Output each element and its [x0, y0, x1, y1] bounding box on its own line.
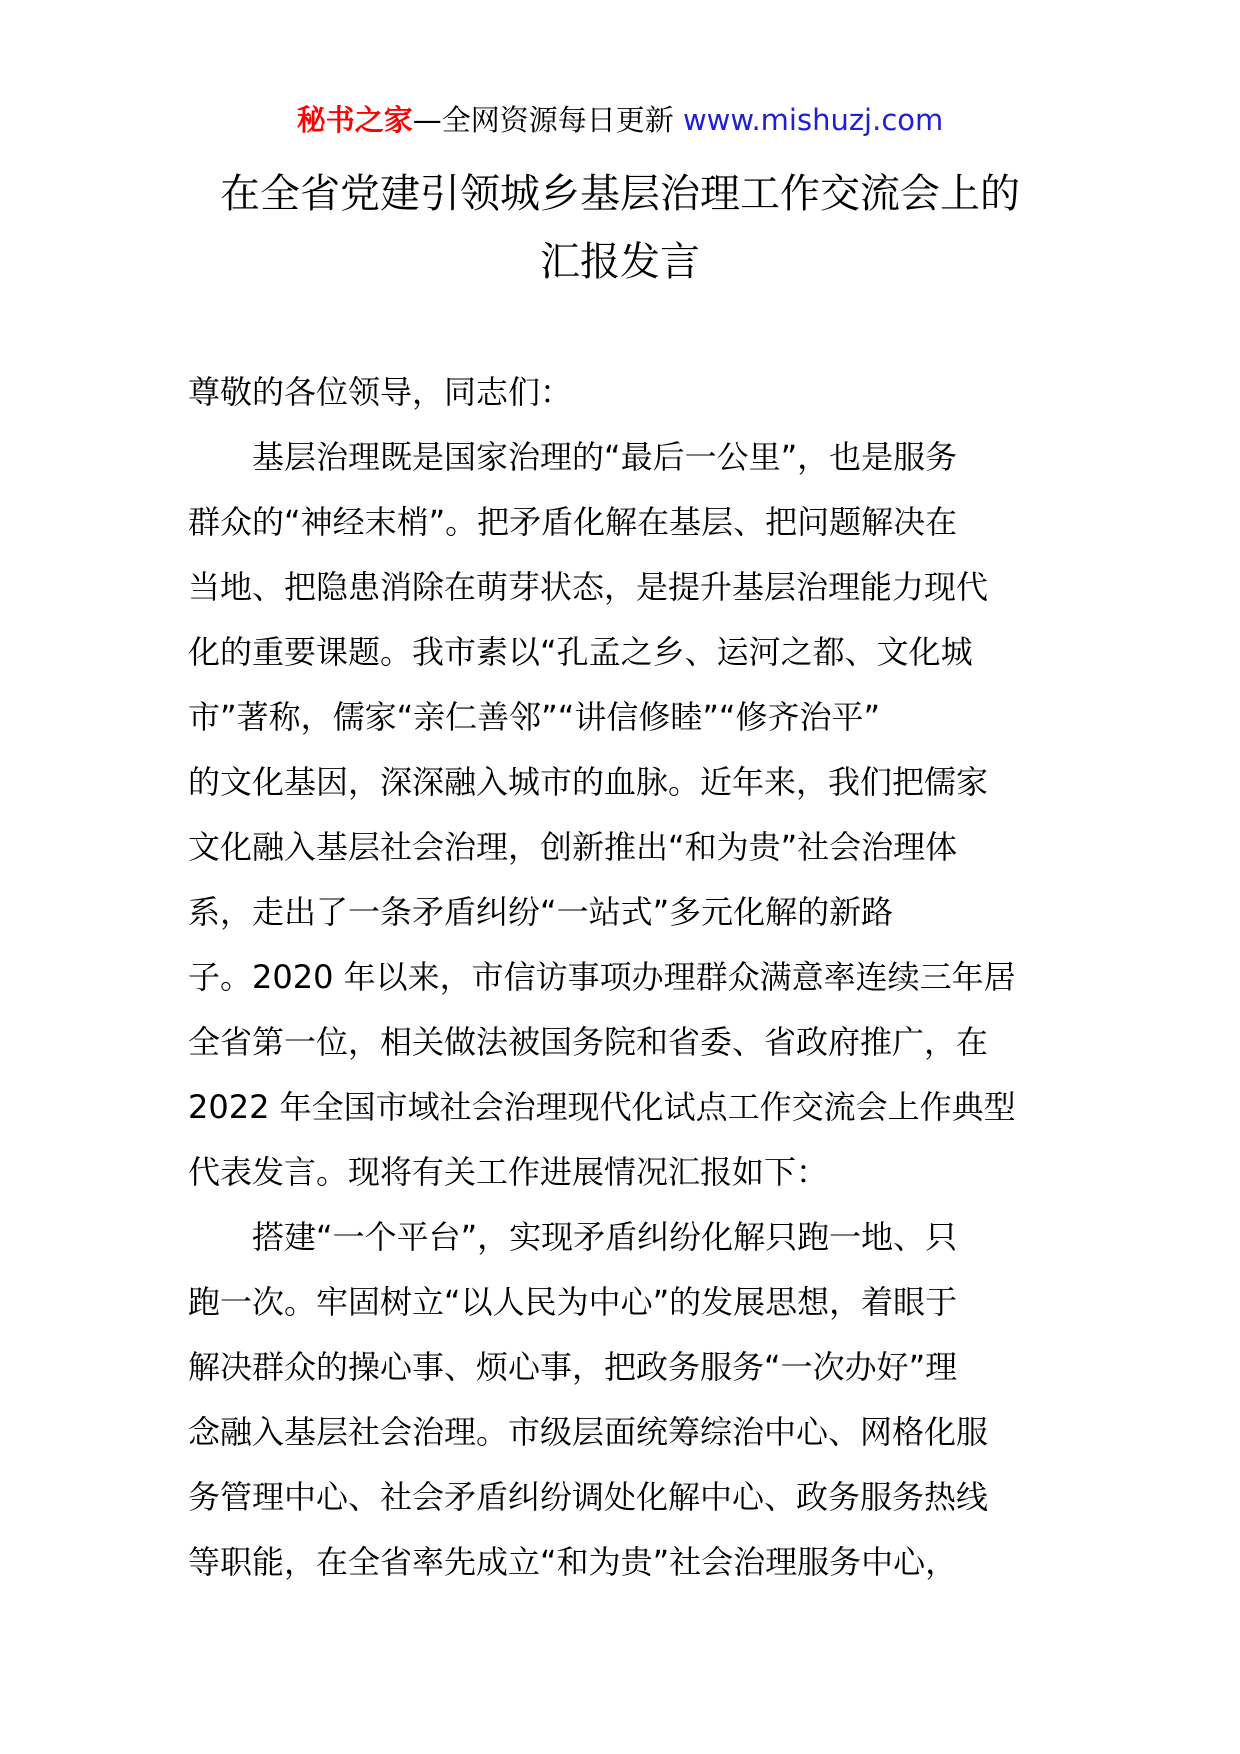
document-title-line-2: 汇报发言	[540, 239, 700, 285]
paragraph-line: 解决群众的操心事、烦心事，把政务服务“一次办好”理	[188, 1348, 958, 1386]
paragraph-line: 系，走出了一条矛盾纠纷“一站式”多元化解的新路	[188, 893, 894, 931]
paragraph-line: 务管理中心、社会矛盾纠纷调处化解中心、政务服务热线	[188, 1478, 989, 1516]
paragraph-line: 等职能，在全省率先成立“和为贵”社会治理服务中心，	[188, 1543, 958, 1581]
paragraph-line: 2022 年全国市域社会治理现代化试点工作交流会上作典型	[188, 1088, 1016, 1126]
brand-name: 秘书之家	[296, 103, 413, 137]
paragraph-line: 念融入基层社会治理。市级层面统筹综治中心、网格化服	[188, 1413, 989, 1451]
document-body	[188, 360, 1058, 1595]
salutation: 尊敬的各位领导，同志们：	[188, 373, 573, 411]
paragraph-line: 基层治理既是国家治理的“最后一公里”，也是服务	[252, 438, 958, 476]
paragraph-line: 子。2020 年以来，市信访事项办理群众满意率连续三年居	[188, 958, 1016, 996]
site-link[interactable]: www.mishuzj.com	[682, 103, 944, 137]
header-slogan: —全网资源每日更新	[412, 103, 674, 137]
paragraph-line: 市”著称，儒家“亲仁善邻”“讲信修睦”“修齐治平”	[188, 698, 881, 736]
paragraph-line: 化的重要课题。我市素以“孔孟之乡、运河之都、文化城	[188, 633, 973, 671]
paragraph-line: 代表发言。现将有关工作进展情况汇报如下：	[188, 1153, 829, 1191]
paragraph-line: 文化融入基层社会治理，创新推出“和为贵”社会治理体	[188, 828, 958, 866]
paragraph-line: 的文化基因，深深融入城市的血脉。近年来，我们把儒家	[188, 763, 989, 801]
document-title-line-1: 在全省党建引领城乡基层治理工作交流会上的	[220, 171, 1020, 217]
paragraph-line: 跑一次。牢固树立“以人民为中心”的发展思想，着眼于	[188, 1283, 958, 1321]
paragraph-line: 搭建“一个平台”，实现矛盾纠纷化解只跑一地、只	[252, 1218, 958, 1256]
paragraph-line: 全省第一位，相关做法被国务院和省委、省政府推广，在	[188, 1023, 989, 1061]
paragraph-line: 当地、把隐患消除在萌芽状态，是提升基层治理能力现代	[188, 568, 989, 606]
site-header	[0, 100, 1240, 140]
paragraph-line: 群众的“神经末梢”。把矛盾化解在基层、把问题解决在	[188, 503, 958, 541]
